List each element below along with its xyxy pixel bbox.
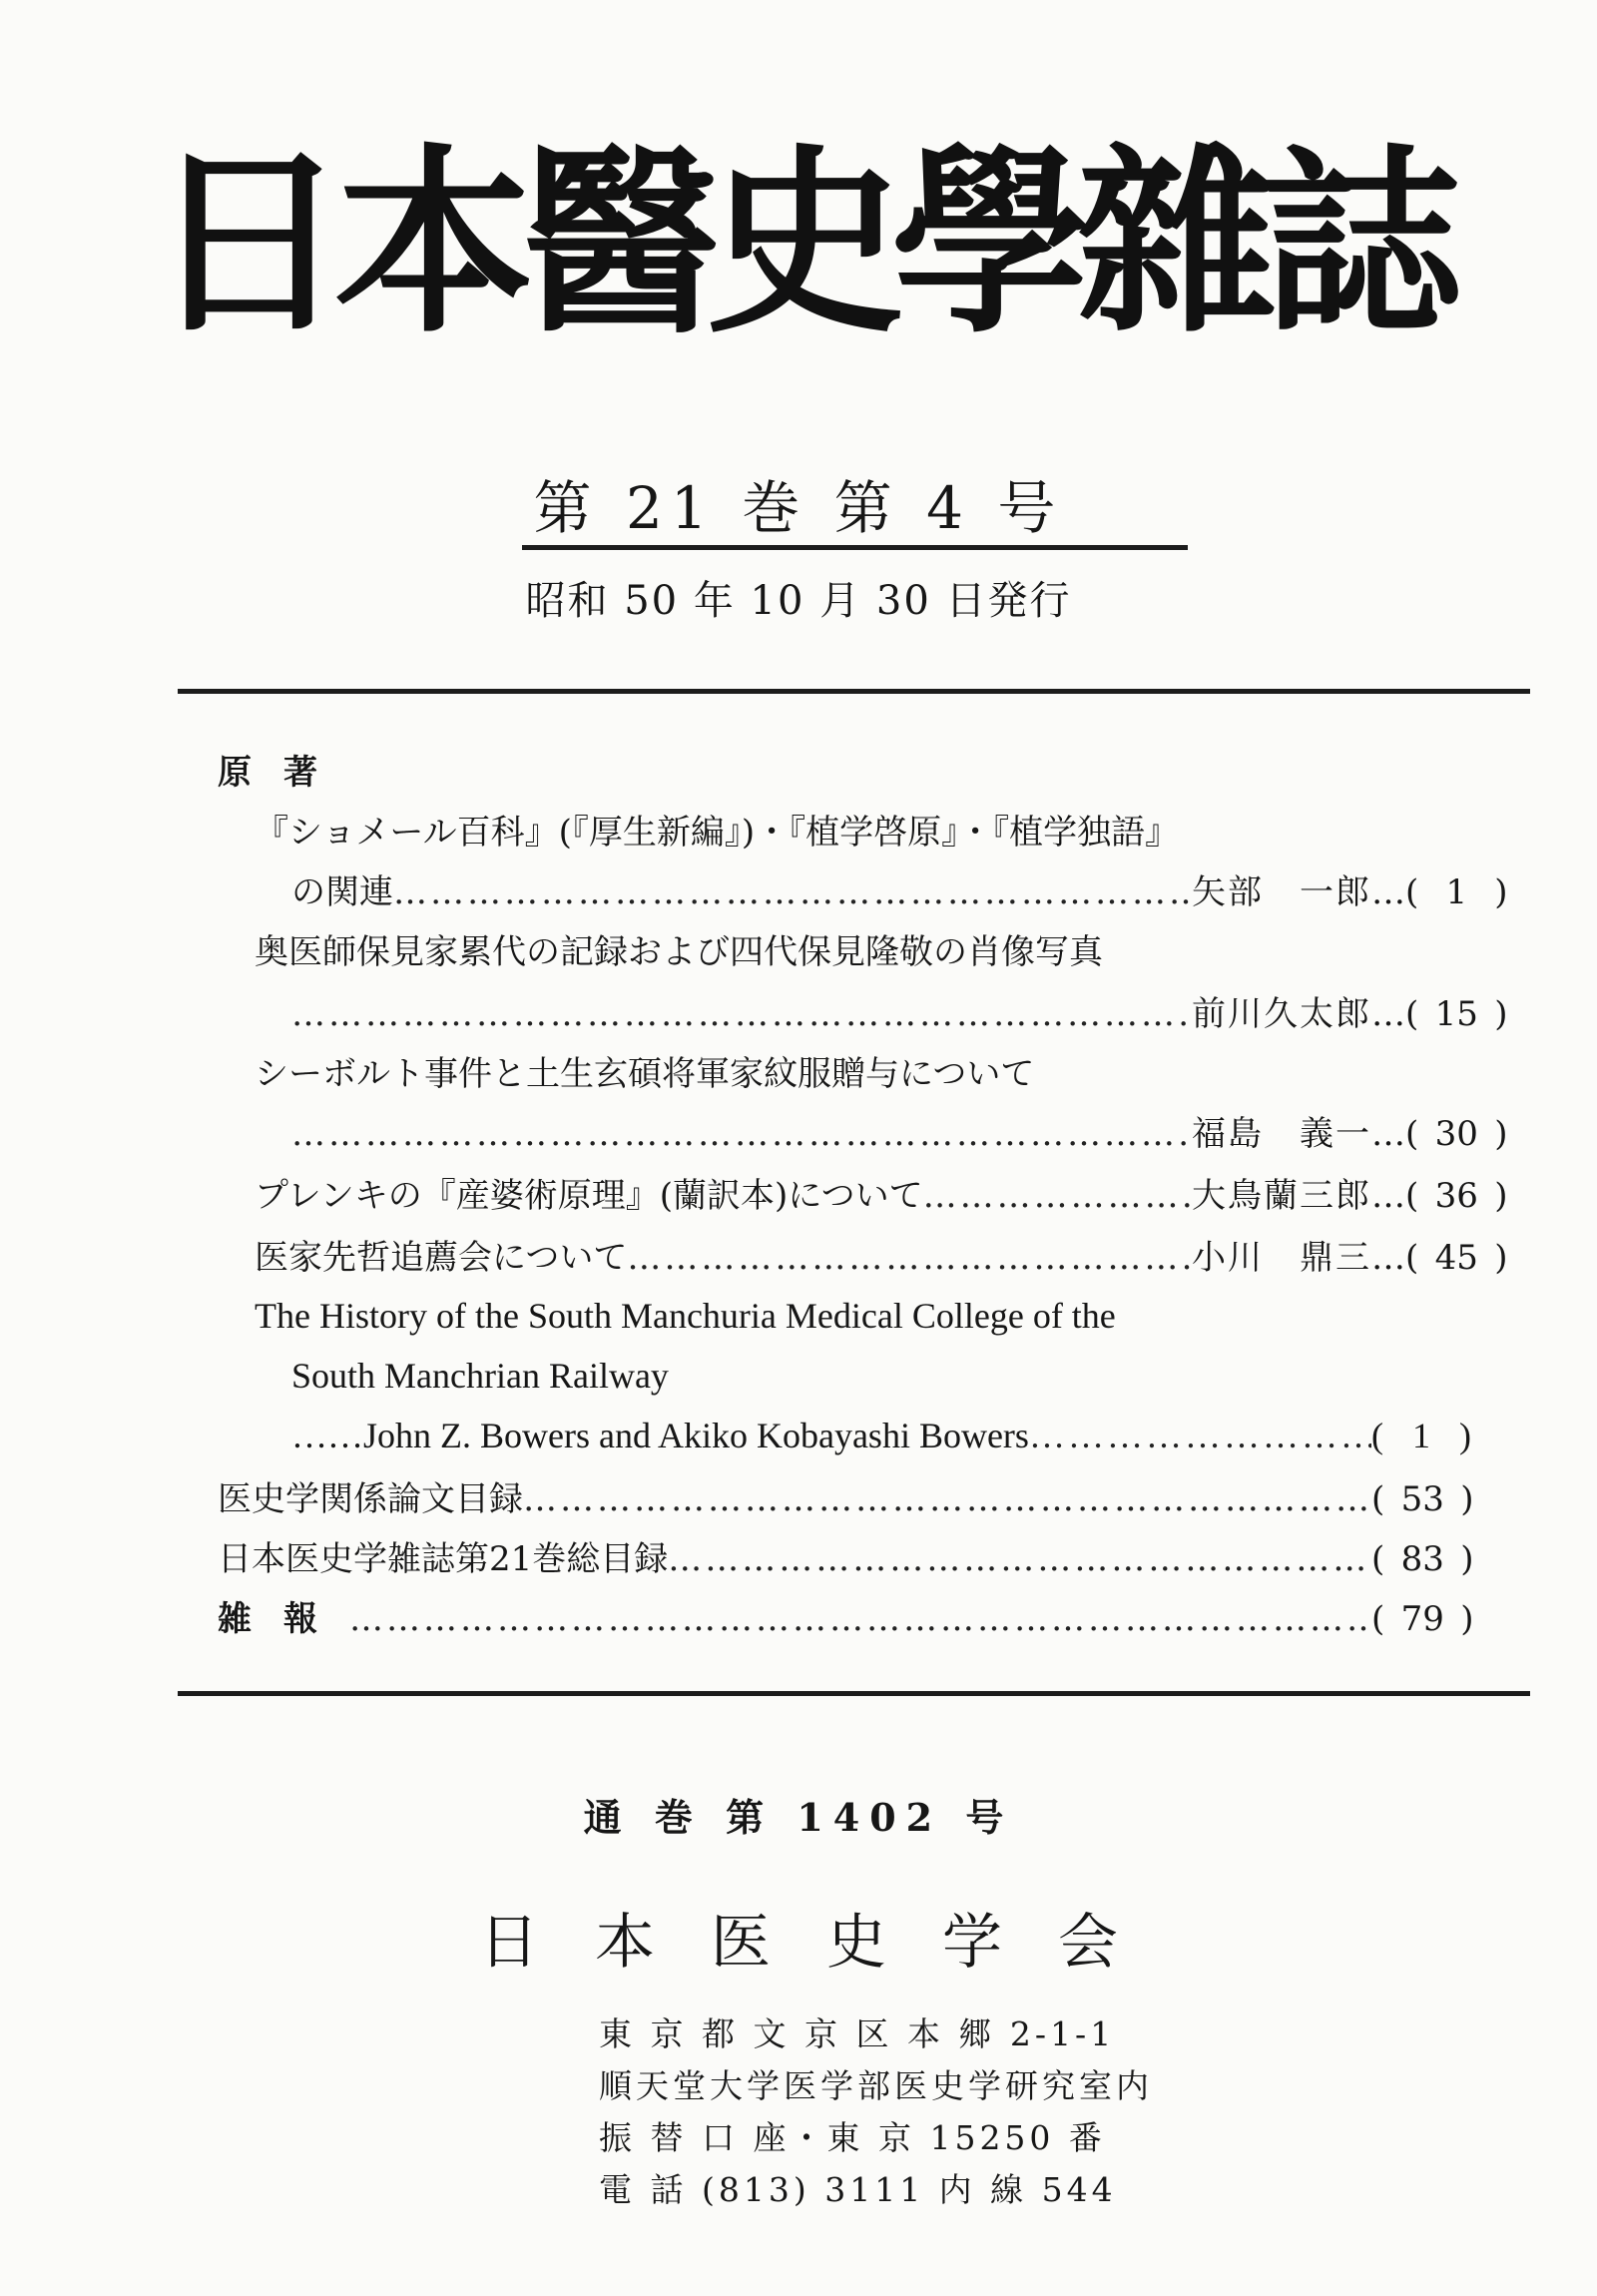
dot-leader bbox=[291, 986, 1192, 1042]
page-number: 79 bbox=[1400, 1599, 1444, 1639]
toc-entry-2-title: 奥医師保見家累代の記録および四代保見隆敬の肖像写真 bbox=[255, 932, 1103, 972]
toc-entry-4-author: 大鳥蘭三郎 bbox=[1192, 1176, 1371, 1216]
toc-bibliography-page: ( 53 ) bbox=[1371, 1471, 1499, 1527]
toc-entry-4-page: …( 36 ) bbox=[1371, 1168, 1499, 1224]
toc-entry-1[interactable] bbox=[291, 864, 1508, 920]
toc-entry-5-title: 医家先哲追薦会について bbox=[255, 1238, 628, 1278]
toc-entry-6-title-cont: South Manchrian Railway bbox=[291, 1356, 669, 1396]
toc-news[interactable] bbox=[218, 1591, 1499, 1647]
page-number: 83 bbox=[1400, 1539, 1444, 1579]
toc-entry-1-author: 矢部 一郎 bbox=[1192, 872, 1371, 912]
section-heading-original: 原著 bbox=[218, 753, 349, 793]
toc-entry-3-author: 福島 義一 bbox=[1192, 1114, 1371, 1154]
dot-leader bbox=[668, 1531, 1371, 1587]
toc-entry-2-page: …( 15 ) bbox=[1371, 986, 1499, 1042]
page-number: 36 bbox=[1434, 1176, 1478, 1216]
toc-annual-index-label: 日本医史学雑誌第21巻総目録 bbox=[218, 1539, 669, 1579]
toc-entry-4[interactable] bbox=[255, 1168, 1508, 1224]
page-number: 53 bbox=[1400, 1479, 1444, 1519]
dot-leader bbox=[523, 1471, 1371, 1527]
dot-leader bbox=[1029, 1408, 1371, 1463]
toc-entry-3[interactable] bbox=[291, 1106, 1508, 1162]
toc-entry-3-title: シーボルト事件と土生玄碩将軍家紋服贈与について bbox=[255, 1054, 1035, 1094]
toc-entry-1-page: …( 1 ) bbox=[1371, 864, 1499, 920]
toc-entry-1-title-cont: の関連 bbox=[291, 872, 393, 912]
toc-bottom-rule bbox=[178, 1691, 1530, 1696]
toc-bibliography[interactable] bbox=[218, 1471, 1499, 1527]
issue-date: 昭和 50 年 10 月 30 日発行 bbox=[525, 578, 1072, 624]
toc-entry-6-page: ( 1 ) bbox=[1371, 1408, 1499, 1463]
toc-news-page: ( 79 ) bbox=[1371, 1591, 1499, 1647]
toc-entry-2-author: 前川久太郎 bbox=[1192, 994, 1371, 1034]
journal-title: 日本醫史學雜誌 bbox=[148, 128, 1448, 360]
dot-leader bbox=[393, 864, 1192, 920]
page-number: 1 bbox=[1412, 1416, 1430, 1455]
dot-leader bbox=[349, 1591, 1371, 1647]
toc-entry-1-title: 『ショメール百科』(『厚生新編』)・『植学啓原』・『植学独語』 bbox=[255, 813, 1180, 853]
page-number: 45 bbox=[1434, 1238, 1478, 1278]
total-issue-number: 通 巻 第 1402 号 bbox=[583, 1795, 1014, 1840]
toc-news-label: 雑報 bbox=[218, 1599, 349, 1639]
toc-entry-6-title: The History of the South Manchuria Medical College of the bbox=[255, 1296, 1116, 1336]
toc-entry-4-title: プレンキの『産婆術原理』(蘭訳本)について bbox=[255, 1176, 923, 1216]
publisher-name: 日本医史学会 bbox=[479, 1908, 1174, 1978]
page-number: 15 bbox=[1434, 994, 1478, 1034]
address-line-2: 順天堂大学医学部医史学研究室内 bbox=[599, 2066, 1153, 2105]
phone-number: 電 話 (813) 3111 内 線 544 bbox=[599, 2170, 1117, 2209]
page-number: 1 bbox=[1445, 872, 1468, 912]
toc-entry-5-page: …( 45 ) bbox=[1371, 1230, 1499, 1286]
toc-annual-index-page: ( 83 ) bbox=[1371, 1531, 1499, 1587]
toc-entry-5[interactable] bbox=[255, 1230, 1508, 1286]
volume-issue: 第 21 巻 第 4 号 bbox=[533, 474, 1064, 542]
toc-bibliography-label: 医史学関係論文目録 bbox=[218, 1479, 523, 1519]
dot-leader bbox=[923, 1168, 1192, 1224]
address-line-1: 東 京 都 文 京 区 本 郷 2-1-1 bbox=[599, 2014, 1116, 2053]
page-number: 30 bbox=[1434, 1114, 1478, 1154]
toc-entry-5-author: 小川 鼎三 bbox=[1192, 1238, 1371, 1278]
transfer-account: 振 替 口 座・東 京 15250 番 bbox=[599, 2118, 1106, 2157]
dot-leader bbox=[627, 1230, 1192, 1286]
toc-entry-2[interactable] bbox=[291, 986, 1508, 1042]
toc-entry-6-author: ……John Z. Bowers and Akiko Kobayashi Bowers bbox=[291, 1416, 1029, 1455]
toc-entry-6[interactable] bbox=[291, 1408, 1499, 1463]
dot-leader bbox=[291, 1106, 1192, 1162]
toc-annual-index[interactable] bbox=[218, 1531, 1499, 1587]
toc-entry-3-page: …( 30 ) bbox=[1371, 1106, 1499, 1162]
